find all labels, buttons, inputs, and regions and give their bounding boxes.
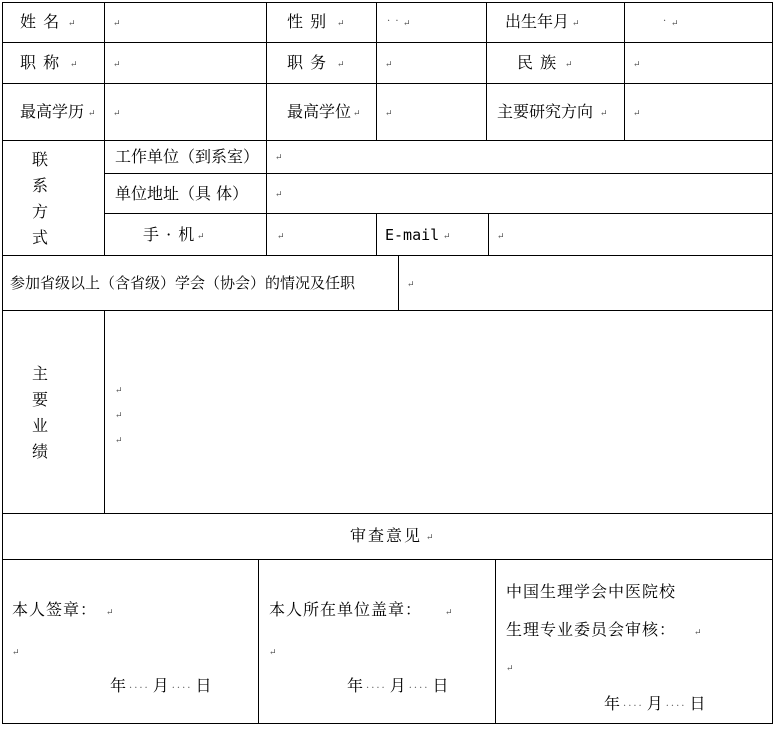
paragraph-mark: ↵: [633, 60, 641, 70]
paragraph-mark: ↵: [600, 109, 608, 119]
year-label: 年: [110, 676, 127, 695]
address-label-cell: [105, 174, 267, 214]
mobile-label: 手 · 机: [143, 225, 196, 244]
name-label-cell: [2, 2, 105, 43]
position-value-cell[interactable]: [377, 43, 487, 84]
mobile-label-cell: [105, 214, 267, 256]
paragraph-mark: ↵: [694, 628, 702, 638]
degree-value-cell[interactable]: [377, 84, 487, 141]
committee-line1: 中国生理学会中医院校: [506, 582, 677, 601]
paragraph-mark: ↵: [88, 109, 96, 119]
paragraph-mark: ↵: [115, 436, 123, 446]
month-label: 月: [389, 676, 406, 695]
review-title: 审查意见: [350, 526, 423, 545]
review-title-cell: [2, 514, 773, 560]
paragraph-mark: ↵: [671, 19, 679, 29]
day-label: 日: [195, 676, 212, 695]
ethnicity-label-cell: [487, 43, 625, 84]
unit-seal-label: 本人所在单位盖章：: [269, 600, 423, 619]
paragraph-mark: ↵: [337, 19, 345, 29]
paragraph-mark: ↵: [106, 608, 114, 618]
achievements-label: 主要业绩: [31, 364, 48, 461]
paragraph-mark: ↵: [269, 648, 277, 658]
paragraph-mark: ↵: [113, 60, 121, 70]
paragraph-mark: ↵: [426, 533, 434, 543]
paragraph-mark: ↵: [12, 648, 20, 658]
ethnicity-value-cell[interactable]: [625, 43, 773, 84]
day-label: 日: [432, 676, 449, 695]
paragraph-mark: ↵: [407, 280, 415, 290]
paragraph-mark: ↵: [115, 411, 123, 421]
gender-value-cell[interactable]: [377, 2, 487, 43]
paragraph-mark: ↵: [497, 232, 505, 242]
paragraph-mark: ↵: [113, 109, 121, 119]
title-value-cell[interactable]: [105, 43, 267, 84]
workplace-value-cell[interactable]: [267, 141, 773, 174]
paragraph-mark: ↵: [506, 664, 514, 674]
research-value-cell[interactable]: [625, 84, 773, 141]
birth-value-cell[interactable]: [625, 2, 773, 43]
degree-label-cell: [267, 84, 377, 141]
education-label: 最高学历: [20, 102, 85, 121]
research-label: 主要研究方向: [497, 102, 594, 121]
paragraph-mark: ↵: [275, 153, 283, 163]
research-label-cell: [487, 84, 625, 141]
paragraph-mark: ↵: [197, 232, 205, 242]
paragraph-mark: ↵: [445, 608, 453, 618]
birth-label-cell: [487, 2, 625, 43]
paragraph-mark: ↵: [572, 19, 580, 29]
unit-seal-cell[interactable]: [259, 560, 496, 724]
month-label: 月: [646, 694, 663, 713]
birth-label: 出生年月: [505, 12, 570, 31]
name-label: 姓 名: [20, 12, 61, 31]
paragraph-mark: ↵: [443, 232, 451, 242]
society-label-cell: [2, 256, 399, 311]
paragraph-mark: ↵: [385, 60, 393, 70]
paragraph-mark: ↵: [70, 60, 78, 70]
address-value-cell[interactable]: [267, 174, 773, 214]
achievements-value-cell[interactable]: [105, 311, 773, 514]
paragraph-mark: ↵: [277, 232, 285, 242]
year-label: 年: [604, 694, 621, 713]
month-label: 月: [152, 676, 169, 695]
achievements-label-cell: [2, 311, 105, 514]
paragraph-mark: ↵: [337, 60, 345, 70]
email-label: E-mail: [385, 226, 440, 244]
paragraph-mark: ↵: [113, 19, 121, 29]
paragraph-mark: ↵: [385, 109, 393, 119]
degree-label: 最高学位: [287, 102, 352, 121]
self-sign-label: 本人签章：: [12, 600, 98, 619]
year-label: 年: [347, 676, 364, 695]
self-sign-date: 年 ···· 月 ···· 日: [110, 676, 212, 695]
society-value-cell[interactable]: [399, 256, 773, 311]
workplace-label-cell: [105, 141, 267, 174]
committee-line2: 生理专业委员会审核：: [506, 620, 677, 639]
committee-date: 年 ···· 月 ···· 日: [604, 694, 706, 713]
education-label-cell: [2, 84, 105, 141]
unit-seal-date: 年 ···· 月 ···· 日: [347, 676, 449, 695]
paragraph-mark: ↵: [633, 109, 641, 119]
paragraph-mark: ↵: [565, 60, 573, 70]
society-label: 参加省级以上（含省级）学会（协会）的情况及任职: [10, 274, 356, 292]
self-sign-cell[interactable]: [2, 560, 259, 724]
mobile-value-cell[interactable]: [267, 214, 377, 256]
title-label: 职 称: [20, 53, 61, 72]
name-value-cell[interactable]: [105, 2, 267, 43]
paragraph-mark: ↵: [403, 19, 411, 29]
ethnicity-label: 民 族: [517, 53, 558, 72]
workplace-label: 工作单位（到系室）: [115, 147, 260, 166]
position-label-cell: [267, 43, 377, 84]
paragraph-mark: ↵: [275, 190, 283, 200]
address-label: 单位地址（具 体）: [115, 184, 249, 203]
contact-label-cell: [2, 141, 105, 256]
registration-form: [2, 2, 773, 724]
email-label-cell: [377, 214, 489, 256]
title-label-cell: [2, 43, 105, 84]
education-value-cell[interactable]: [105, 84, 267, 141]
paragraph-mark: ↵: [68, 19, 76, 29]
position-label: 职 务: [287, 53, 328, 72]
gender-value: · ·: [387, 16, 400, 27]
day-label: 日: [689, 694, 706, 713]
birth-value: ·: [663, 16, 668, 27]
gender-label: 性 别: [287, 12, 328, 31]
paragraph-mark: ↵: [353, 109, 361, 119]
paragraph-mark: ↵: [115, 386, 123, 396]
gender-label-cell: [267, 2, 377, 43]
contact-label: 联系方式: [31, 150, 48, 247]
committee-cell[interactable]: [496, 560, 773, 724]
email-value-cell[interactable]: [489, 214, 773, 256]
